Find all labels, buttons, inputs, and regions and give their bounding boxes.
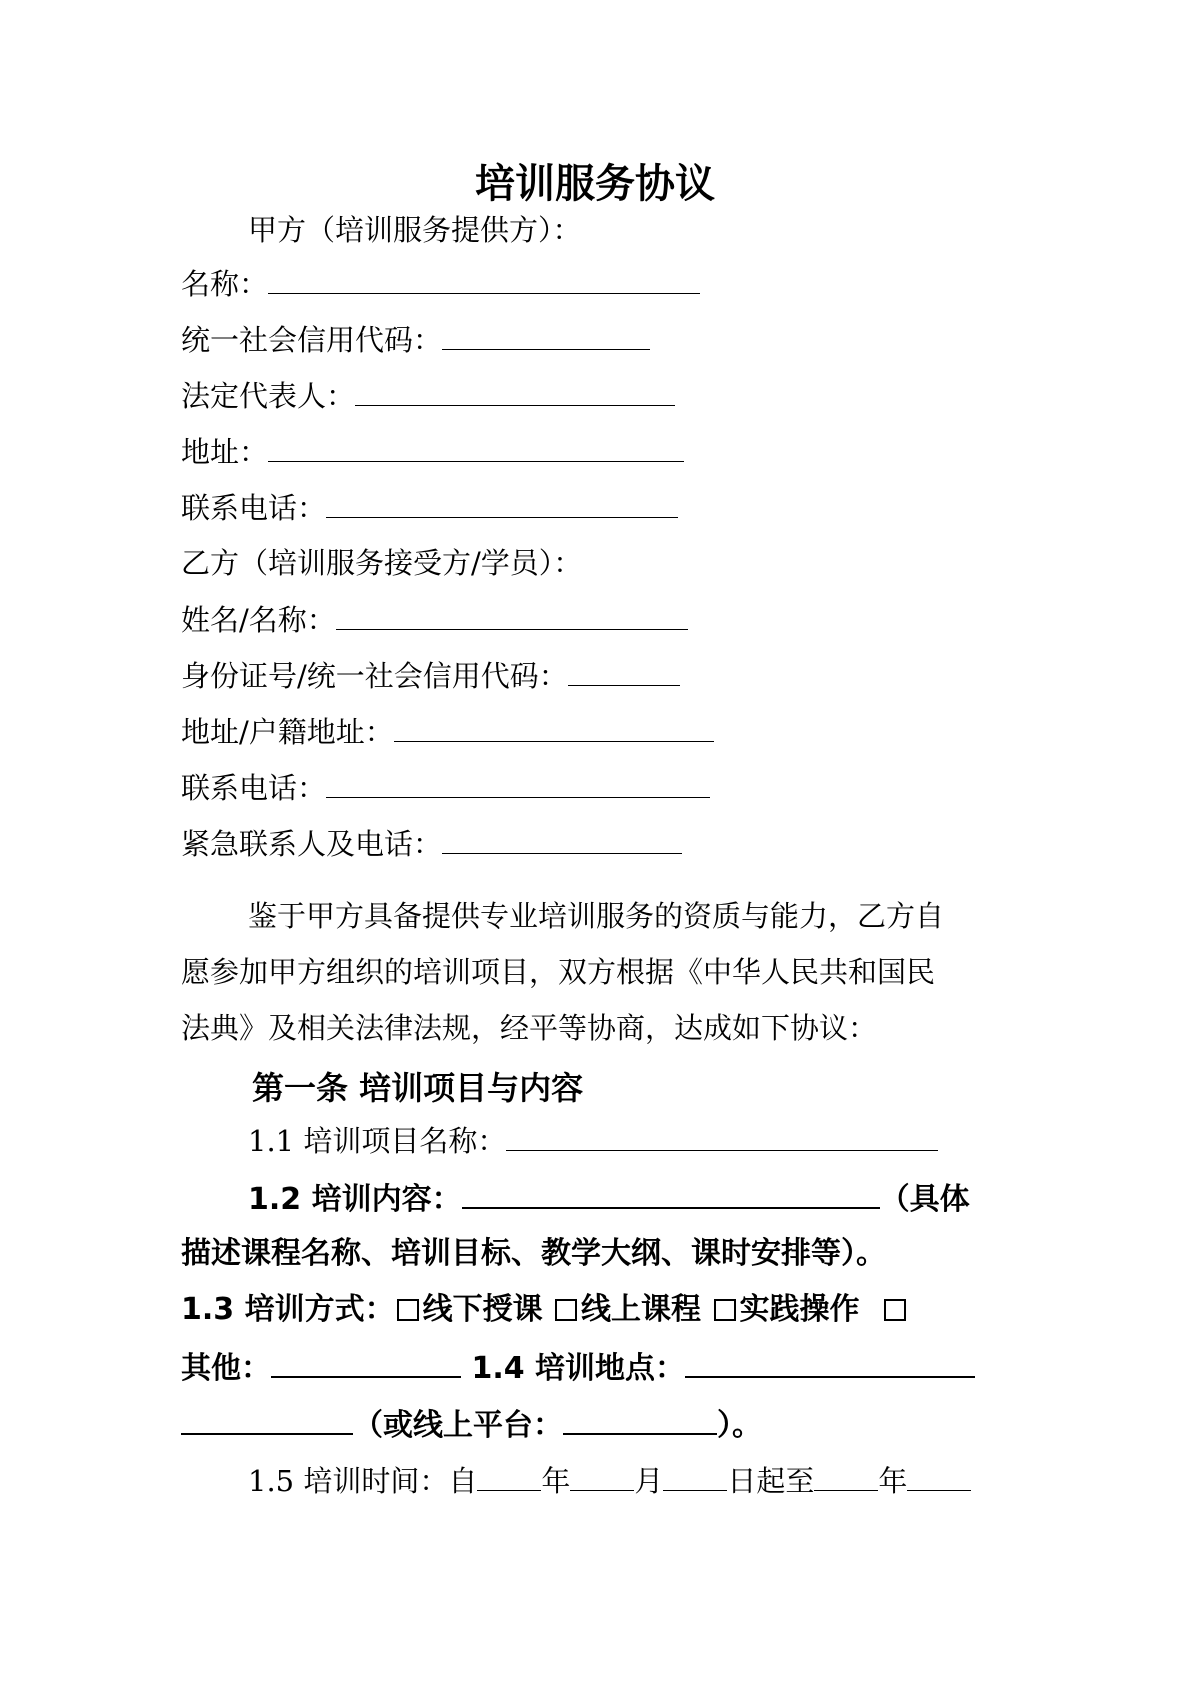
party-a-credit-code-field[interactable] [442, 319, 650, 350]
party-b-emergency-field[interactable] [442, 823, 682, 854]
option-offline-label: 线下授课 [422, 1292, 543, 1327]
party-a-phone-field[interactable] [326, 487, 678, 518]
item-1-5-label: 1.5 培训时间：自 [248, 1464, 478, 1498]
party-a-credit-code-row [181, 319, 650, 359]
party-b-phone-row [181, 767, 710, 807]
day-from-label: 日起至 [727, 1464, 815, 1498]
option-other-checkbox[interactable] [884, 1299, 906, 1321]
start-year-field[interactable] [477, 1460, 541, 1491]
party-a-address-field[interactable] [268, 431, 684, 462]
party-b-phone-label: 联系电话： [181, 771, 327, 805]
item-1-4-line-2 [181, 1403, 762, 1443]
online-platform-open: （或线上平台： [353, 1408, 563, 1443]
party-b-id-field[interactable] [568, 655, 680, 686]
month-label: 月 [634, 1464, 664, 1498]
party-b-address-row [181, 711, 714, 751]
online-platform-close: ）。 [717, 1408, 762, 1443]
item-1-4-label: 1.4 培训地点： [471, 1351, 686, 1386]
party-a-address-row [181, 431, 684, 471]
party-b-header: 乙方（培训服务接受方/学员）： [181, 546, 583, 580]
party-a-phone-label: 联系电话： [181, 491, 327, 525]
option-practice-label: 实践操作 [739, 1292, 860, 1327]
party-a-address-label: 地址： [181, 435, 269, 469]
party-b-id-label: 身份证号/统一社会信用代码： [181, 659, 568, 693]
party-b-address-field[interactable] [394, 711, 714, 742]
party-a-header: 甲方（培训服务提供方）： [248, 213, 582, 247]
page-title: 培训服务协议 [475, 161, 715, 207]
item-1-4-field[interactable] [685, 1346, 975, 1378]
option-practice-checkbox[interactable] [714, 1299, 736, 1321]
option-online-checkbox[interactable] [555, 1299, 577, 1321]
item-1-3-label: 1.3 培训方式： [181, 1292, 395, 1327]
start-day-field[interactable] [663, 1460, 727, 1491]
end-month-field[interactable] [907, 1460, 971, 1491]
party-a-legal-rep-field[interactable] [355, 375, 675, 406]
item-1-1-row [248, 1120, 938, 1160]
party-b-name-field[interactable] [336, 599, 688, 630]
item-1-2-line-2: 描述课程名称、培训目标、教学大纲、课时安排等）。 [181, 1236, 886, 1271]
party-a-credit-code-label: 统一社会信用代码： [181, 323, 443, 357]
item-1-1-label: 1.1 培训项目名称： [248, 1124, 507, 1158]
start-month-field[interactable] [570, 1460, 634, 1491]
party-a-name-label: 名称： [181, 267, 269, 301]
party-b-name-row [181, 599, 688, 639]
option-online-label: 线上课程 [581, 1292, 702, 1327]
party-a-legal-rep-row [181, 375, 675, 415]
option-other-field[interactable] [271, 1346, 461, 1378]
article-1-heading: 第一条 培训项目与内容 [252, 1069, 584, 1107]
party-a-phone-row [181, 487, 678, 527]
online-platform-field[interactable] [563, 1403, 717, 1435]
end-year-field[interactable] [814, 1460, 878, 1491]
party-b-emergency-row [181, 823, 682, 863]
party-b-phone-field[interactable] [326, 767, 710, 798]
party-b-id-row [181, 655, 680, 695]
item-1-2-label: 1.2 培训内容： [248, 1182, 462, 1217]
item-1-1-field[interactable] [506, 1120, 938, 1151]
party-b-name-label: 姓名/名称： [181, 603, 336, 637]
party-a-name-field[interactable] [268, 263, 700, 294]
item-1-3-other-row [181, 1346, 975, 1386]
item-1-3-row [181, 1290, 910, 1330]
item-1-2-field[interactable] [462, 1177, 880, 1209]
party-b-address-label: 地址/户籍地址： [181, 715, 394, 749]
year-label: 年 [541, 1464, 571, 1498]
party-a-name-row [181, 263, 700, 303]
party-b-emergency-label: 紧急联系人及电话： [181, 827, 443, 861]
preamble-line-3: 法典》及相关法律法规，经平等协商，达成如下协议： [181, 1011, 878, 1045]
option-other-label: 其他： [181, 1351, 271, 1386]
end-year-label: 年 [878, 1464, 908, 1498]
option-offline-checkbox[interactable] [397, 1299, 419, 1321]
preamble-line-2: 愿参加甲方组织的培训项目，双方根据《中华人民共和国民 [181, 955, 936, 989]
item-1-2-row [248, 1177, 970, 1217]
item-1-4-field-continued[interactable] [181, 1403, 353, 1435]
item-1-2-tail: （具体 [879, 1182, 970, 1217]
party-a-legal-rep-label: 法定代表人： [181, 379, 356, 413]
item-1-5-row [248, 1460, 971, 1500]
preamble-line-1: 鉴于甲方具备提供专业培训服务的资质与能力，乙方自 [248, 899, 945, 933]
